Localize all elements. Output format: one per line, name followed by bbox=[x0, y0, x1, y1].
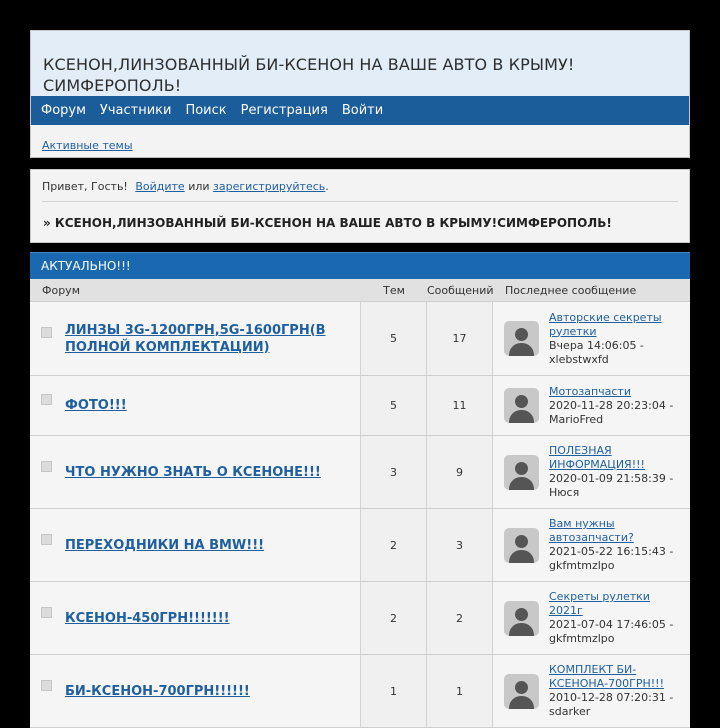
forum-row bbox=[30, 582, 690, 655]
nav-register[interactable]: Регистрация bbox=[240, 103, 328, 118]
last-post-link[interactable]: Мотозапчасти bbox=[549, 384, 631, 398]
forum-cell bbox=[30, 436, 361, 508]
col-posts: Сообщений bbox=[427, 283, 494, 297]
last-post-info bbox=[549, 311, 679, 367]
posts-count: 2 bbox=[427, 582, 493, 654]
avatar-icon bbox=[504, 388, 539, 423]
forum-status-icon bbox=[41, 394, 52, 405]
active-topics-link[interactable]: Активные темы bbox=[42, 139, 133, 152]
last-post-info bbox=[549, 590, 679, 646]
last-post-cell bbox=[493, 436, 690, 508]
forum-status-icon bbox=[41, 534, 52, 545]
forum-status-icon bbox=[41, 327, 52, 338]
last-post-meta: 2021-05-22 16:15:43 - gkfmtmzlpo bbox=[549, 545, 674, 572]
posts-count: 1 bbox=[427, 655, 493, 727]
last-post-link[interactable]: ПОЛЕЗНАЯ ИНФОРМАЦИЯ!!! bbox=[549, 444, 645, 471]
site-title: КСЕНОН,ЛИНЗОВАННЫЙ БИ-КСЕНОН НА ВАШЕ АВТО В КРЫМУ! СИМФЕРОПОЛЬ! bbox=[43, 55, 575, 95]
last-post-meta: 2020-11-28 20:23:04 - MarioFred bbox=[549, 398, 674, 426]
topics-count: 3 bbox=[361, 436, 427, 508]
last-post-link[interactable]: КОМПЛЕКТ БИ-КСЕНОНА-700ГРН!!! bbox=[549, 663, 664, 690]
last-post-link[interactable]: Авторские секреты рулетки bbox=[549, 310, 662, 338]
last-post-cell bbox=[493, 582, 690, 654]
forum-cell bbox=[30, 582, 361, 654]
forum-status-icon bbox=[41, 461, 52, 472]
forum-cell bbox=[30, 509, 361, 581]
posts-count: 17 bbox=[427, 302, 493, 375]
last-post-meta: 2021-07-04 17:46:05 - gkfmtmzlpo bbox=[549, 618, 674, 645]
breadcrumb: » КСЕНОН,ЛИНЗОВАННЫЙ БИ-КСЕНОН НА ВАШЕ АВТО В КРЫМУ!СИМФЕРОПОЛЬ! bbox=[43, 216, 612, 230]
posts-count: 3 bbox=[427, 509, 493, 581]
topics-count: 5 bbox=[361, 376, 427, 435]
last-post-info bbox=[549, 444, 679, 500]
forum-link[interactable]: БИ-КСЕНОН-700ГРН!!!!!! bbox=[65, 683, 250, 699]
forum-link[interactable]: ЛИНЗЫ 3G-1200ГРН,5G-1600ГРН(В ПОЛНОЙ КОМПЛЕКТАЦИИ) bbox=[65, 322, 326, 355]
last-post-info bbox=[549, 663, 679, 719]
last-post-link[interactable]: Вам нужны автозапчасти? bbox=[549, 517, 634, 544]
user-box bbox=[30, 169, 690, 243]
forum-status-icon bbox=[41, 680, 52, 691]
sub-nav bbox=[31, 125, 689, 158]
greeting-text: Привет, Гость! bbox=[42, 180, 128, 193]
posts-count: 11 bbox=[427, 376, 493, 435]
last-post-cell bbox=[493, 376, 690, 435]
last-post-meta: Вчера 14:06:05 - xlebstwxfd bbox=[549, 338, 644, 366]
category-header: АКТУАЛЬНО!!! bbox=[30, 252, 690, 279]
avatar-icon bbox=[504, 455, 539, 490]
period-text: . bbox=[325, 180, 329, 193]
last-post-cell bbox=[493, 509, 690, 581]
last-post-cell bbox=[493, 302, 690, 375]
topics-count: 2 bbox=[361, 509, 427, 581]
col-topics: Тем bbox=[383, 283, 405, 297]
site-header bbox=[30, 30, 690, 158]
nav-forum[interactable]: Форум bbox=[41, 103, 86, 118]
last-post-meta: 2010-12-28 07:20:31 - sdarker bbox=[549, 691, 674, 718]
forum-board bbox=[30, 252, 690, 722]
title-area bbox=[31, 31, 689, 96]
topics-count: 5 bbox=[361, 302, 427, 375]
avatar-icon bbox=[504, 601, 539, 636]
forum-link[interactable]: ФОТО!!! bbox=[65, 398, 127, 413]
forum-row bbox=[30, 655, 690, 728]
login-link[interactable]: Войдите bbox=[135, 180, 185, 193]
last-post-cell bbox=[493, 655, 690, 727]
avatar-icon bbox=[504, 321, 539, 356]
forum-link[interactable]: ЧТО НУЖНО ЗНАТЬ О КСЕНОНЕ!!! bbox=[65, 464, 321, 480]
forum-status-icon bbox=[41, 607, 52, 618]
nav-members[interactable]: Участники bbox=[99, 103, 172, 118]
last-post-link[interactable]: Секреты рулетки 2021г bbox=[549, 590, 650, 617]
last-post-info bbox=[549, 517, 679, 573]
forum-cell bbox=[30, 302, 361, 375]
nav-login[interactable]: Войти bbox=[341, 103, 384, 118]
avatar-icon bbox=[504, 674, 539, 709]
posts-count: 9 bbox=[427, 436, 493, 508]
col-last-post: Последнее сообщение bbox=[505, 283, 637, 297]
main-nav bbox=[31, 96, 689, 125]
forum-link[interactable]: КСЕНОН-450ГРН!!!!!!! bbox=[65, 610, 230, 626]
column-headers bbox=[30, 279, 690, 302]
register-link[interactable]: зарегистрируйтесь bbox=[213, 180, 326, 193]
last-post-info bbox=[549, 385, 679, 427]
topics-count: 2 bbox=[361, 582, 427, 654]
forum-row bbox=[30, 302, 690, 376]
forum-cell bbox=[30, 655, 361, 727]
forum-cell bbox=[30, 376, 361, 435]
forum-row bbox=[30, 436, 690, 509]
topics-count: 1 bbox=[361, 655, 427, 727]
or-text: или bbox=[188, 180, 210, 193]
nav-search[interactable]: Поиск bbox=[185, 103, 227, 118]
greeting-line bbox=[42, 180, 678, 202]
col-forum: Форум bbox=[42, 283, 80, 297]
forum-row bbox=[30, 376, 690, 436]
forum-row bbox=[30, 509, 690, 582]
last-post-meta: 2020-01-09 21:58:39 - Нюся bbox=[549, 472, 674, 499]
forum-link[interactable]: ПЕРЕХОДНИКИ НА BMW!!! bbox=[65, 537, 265, 553]
avatar-icon bbox=[504, 528, 539, 563]
